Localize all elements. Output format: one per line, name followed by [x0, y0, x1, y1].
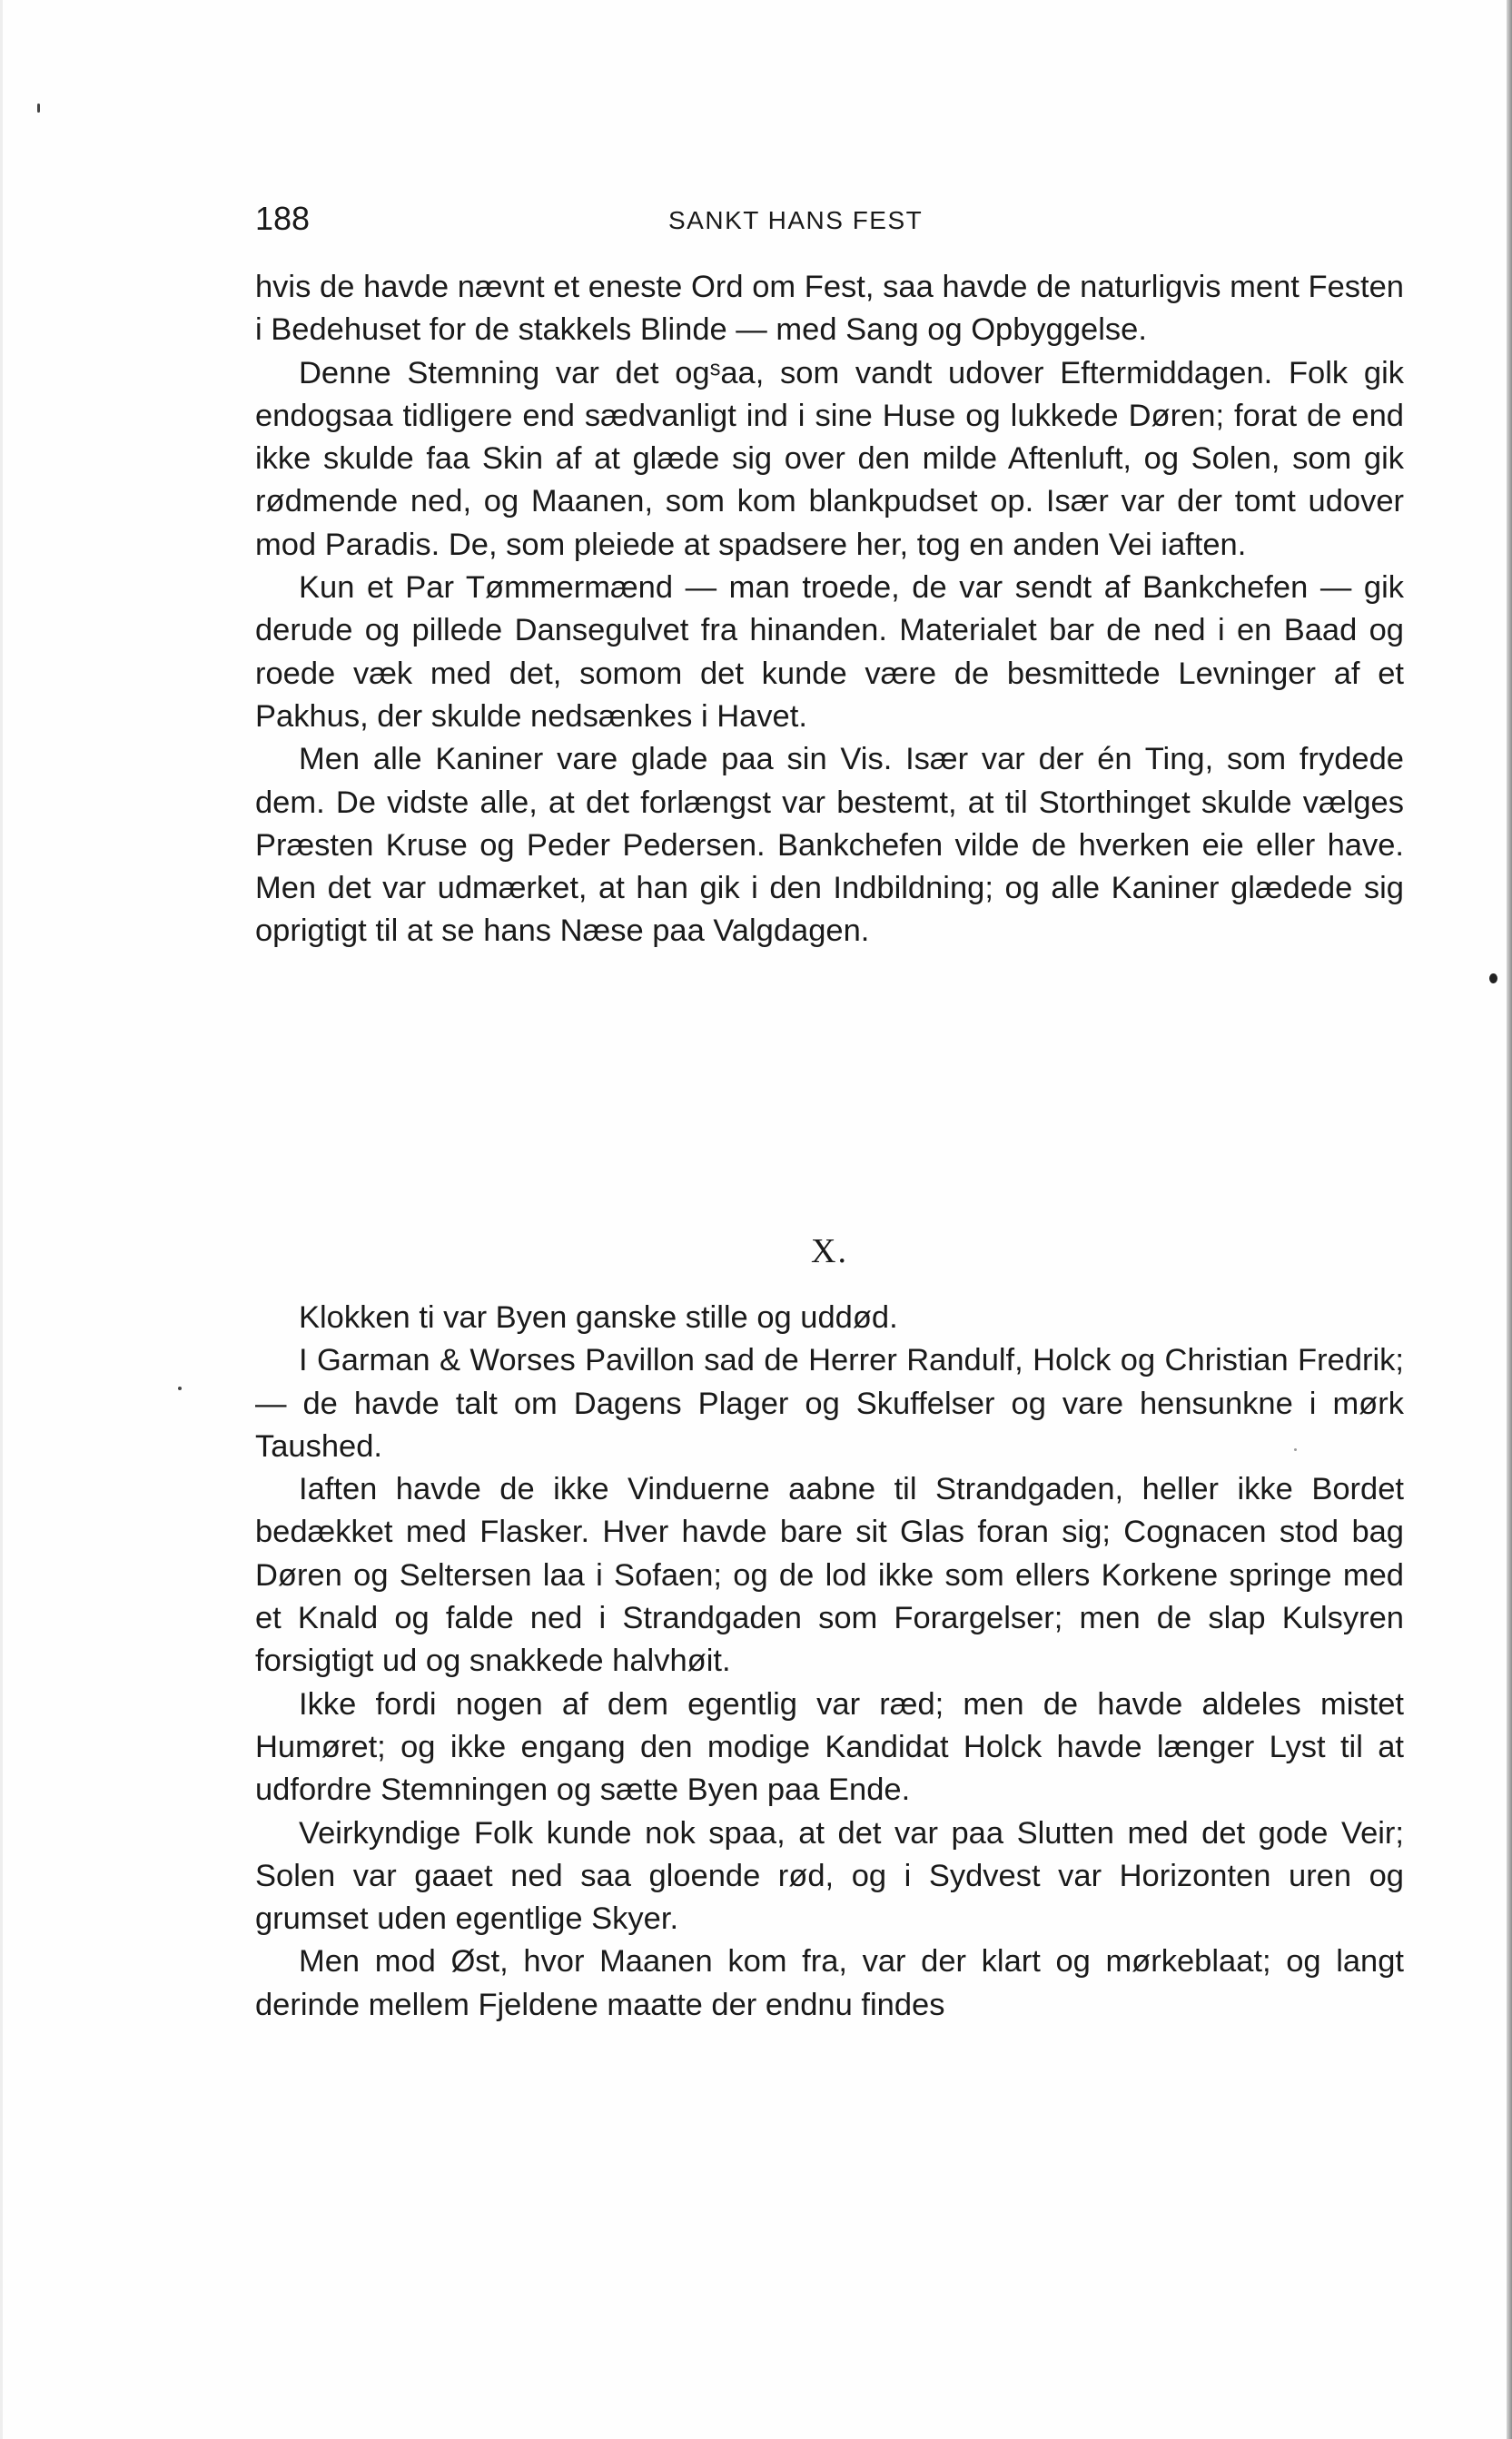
paragraph: Veirkyndige Folk kunde nok spaa, at det var paa Slutten med det gode Veir; Solen var gaaet ned saa gloende rød, og i Sydvest var Horizonten uren og grumset uden egentlige Skyer.: [255, 1815, 1404, 1937]
paragraph: Men alle Kaniner vare glade paa sin Vis. Især var der én Ting, som frydede dem. De vidste alle, at det forlængst var bestemt, at til Storthinget skulde vælges Præsten Kruse og Peder Pedersen. Bankchefen vilde de hverken eie eller have. Men det var udmærket, at han gik i den Indbildning; og alle Kaniner glædede sig oprigtigt til at se hans Næse paa Valgdagen.: [255, 742, 1404, 949]
chapter-heading: X.: [811, 1232, 848, 1270]
text-section-two: [255, 1297, 1404, 2027]
page-right-edge-shadow: [1507, 0, 1512, 2439]
paragraph: hvis de havde nævnt et eneste Ord om Fest, saa havde de naturligvis ment Festen i Bedehuset for de stakkels Blinde — med Sang og Opbyggelse.: [255, 270, 1404, 348]
page-number: 188: [255, 200, 311, 237]
scan-speck: [37, 104, 40, 113]
page-header: [255, 193, 1408, 244]
scan-speck: [178, 1387, 182, 1390]
paragraph: Iaften havde de ikke Vinduerne aabne til Strandgaden, heller ikke Bordet bedækket med Flasker. Hver havde bare sit Glas foran sig; Cognacen stod bag Døren og Seltersen laa i Sofaen; og de lod ikke som ellers Korkene springe med et Knald og falde ned i Strandgaden som Forargelser; men de slap Kulsyren forsigtigt ud og snakkede halvhøit.: [255, 1472, 1404, 1679]
paragraph: Klokken ti var Byen ganske stille og uddød.: [299, 1300, 898, 1335]
paragraph: Ikke fordi nogen af dem egentlig var ræd; men de havde aldeles mistet Humøret; og ikke engang den modige Kandidat Holck havde længer Lyst til at udfordre Stemningen og sætte Byen paa Ende.: [255, 1686, 1404, 1808]
scan-speck: [1489, 973, 1497, 983]
paragraph: Kun et Par Tømmermænd — man troede, de var sendt af Bankchefen — gik derude og pillede Dansegulvet fra hinanden. Materialet bar de ned i en Baad og roede væk med det, somom det kunde være de besmittede Levninger af et Pakhus, der skulde nedsænkes i Havet.: [255, 570, 1404, 734]
paragraph: I Garman & Worses Pavillon sad de Herrer Randulf, Holck og Christian Fredrik; — de havde talt om Dagens Plager og Skuffelser og vare hensunkne i mørk Taushed.: [255, 1343, 1404, 1464]
running-head: SANKT HANS FEST: [668, 206, 924, 234]
paragraph: Men mod Øst, hvor Maanen kom fra, var der klart og mørkeblaat; og langt derinde mellem Fjeldene maatte der endnu findes: [255, 1944, 1404, 2022]
text-section-one: [255, 266, 1404, 953]
page-left-edge: [0, 0, 3, 2439]
paragraph: Denne Stemning var det ogˢaa, som vandt udover Eftermiddagen. Folk gik endogsaa tidligere end sædvanligt ind i sine Huse og lukkede Døren; forat de end ikke skulde faa Skin af at glæde sig over den milde Aftenluft, og Solen, som gik rødmende ned, og Maanen, som kom blankpudset op. Især var der tomt udover mod Paradis. De, som pleiede at spadsere her, tog en anden Vei iaften.: [255, 355, 1404, 562]
